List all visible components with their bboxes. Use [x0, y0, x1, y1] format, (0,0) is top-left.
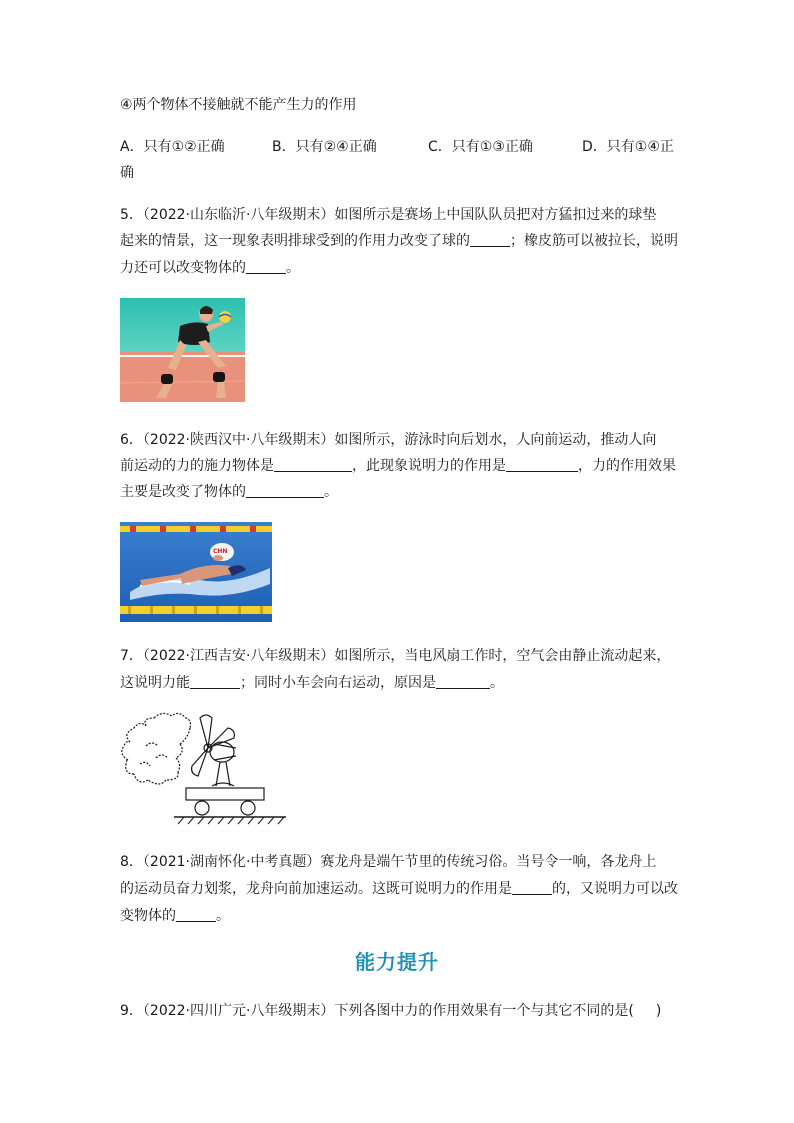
q8-line-3 [120, 906, 230, 926]
q6-line-3 [120, 482, 338, 502]
q5-text: 力还可以改变物体的 [120, 260, 246, 276]
q4-option-b: B．只有②④正确 [272, 139, 377, 155]
q6-blank-2[interactable] [506, 457, 578, 472]
q8-text: 的运动员奋力划浆，龙舟向前加速运动。这既可说明力的作用是 [120, 881, 512, 897]
q4-option-a: A．只有①②正确 [120, 139, 225, 155]
q8-line-1: 8．（2021·湖南怀化·中考真题）赛龙舟是端午节里的传统习俗。当号令一响，各龙舟上 [120, 854, 657, 870]
q8-text: 的，又说明力可以改 [552, 881, 678, 897]
q5-line-1: 5．（2022·山东临沂·八年级期末）如图所示是赛场上中国队队员把对方猛扣过来的球垫 [120, 207, 657, 223]
q8-blank-1[interactable] [512, 880, 552, 895]
q6-text: ，此现象说明力的作用是 [352, 458, 506, 474]
q7-line-1: 7．（2022·江西吉安·八年级期末）如图所示，当电风扇工作时，空气会由静止流动起来， [120, 648, 671, 664]
q7-blank-1[interactable] [190, 674, 240, 689]
q8-text: 变物体的 [120, 908, 176, 924]
q5-line-3 [120, 258, 300, 278]
fan-cart-diagram [116, 708, 286, 830]
q6-line-2 [120, 456, 676, 476]
q6-blank-1[interactable] [274, 457, 352, 472]
q4-option-d: D．只有①④正 [582, 139, 674, 155]
q5-line-2 [120, 231, 678, 251]
q5-blank-1[interactable] [470, 232, 510, 247]
q7-blank-2[interactable] [436, 674, 490, 689]
q4-option-c: C．只有①③正确 [428, 139, 533, 155]
q6-text: 主要是改变了物体的 [120, 484, 246, 500]
swimming-photo [120, 522, 272, 622]
q6-blank-3[interactable] [246, 483, 324, 498]
q7-text: ；同时小车会向右运动，原因是 [240, 675, 436, 691]
q9-line-1 [120, 1001, 661, 1021]
cap-text: CHN [213, 548, 228, 555]
q7-line-2 [120, 673, 504, 693]
q5-text: ；橡皮筋可以被拉长，说明 [510, 233, 678, 249]
q4-option-d-wrap: 确 [120, 165, 134, 181]
q6-text: 前运动的力的施力物体是 [120, 458, 274, 474]
q7-text: 这说明力能 [120, 675, 190, 691]
q6-text: ，力的作用效果 [578, 458, 676, 474]
q6-line-1: 6．（2022·陕西汉中·八年级期末）如图所示，游泳时向后划水，人向前运动，推动人向 [120, 432, 657, 448]
section-heading: 能力提升 [355, 950, 439, 974]
q5-text: 。 [286, 260, 300, 276]
volleyball-photo [120, 298, 245, 402]
q6-text: 。 [324, 484, 338, 500]
q7-text: 。 [490, 675, 504, 691]
q9-text: 9．（2022·四川广元·八年级期末）下列各图中力的作用效果有一个与其它不同的是( [120, 1003, 634, 1019]
q8-blank-2[interactable] [176, 907, 216, 922]
q8-line-2 [120, 879, 678, 899]
q9-text: ) [655, 1003, 662, 1019]
q4-statement-4: ④两个物体不接触就不能产生力的作用 [120, 97, 357, 113]
q5-blank-2[interactable] [246, 259, 286, 274]
q5-text: 起来的情景，这一现象表明排球受到的作用力改变了球的 [120, 233, 470, 249]
q8-text: 。 [216, 908, 230, 924]
